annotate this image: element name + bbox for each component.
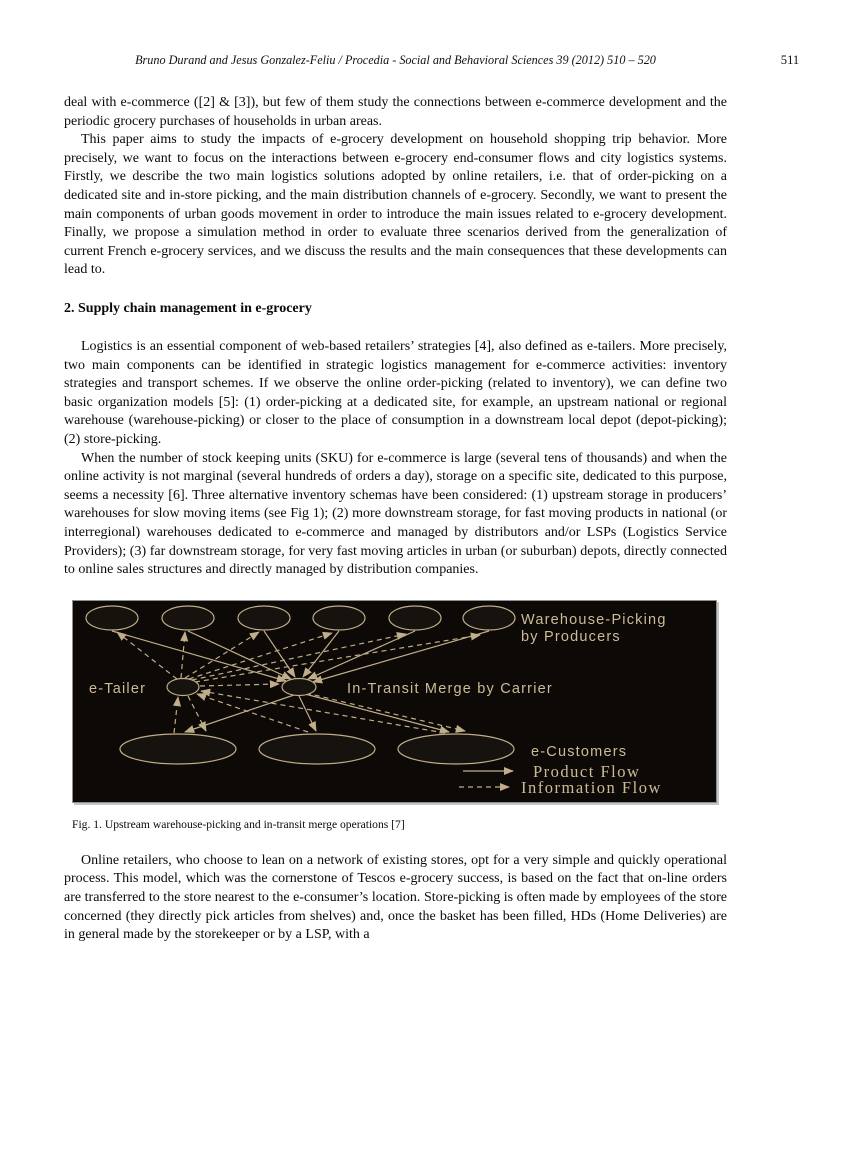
product-flow-line [188,631,291,679]
information-flow-line [306,693,465,731]
running-header [64,53,727,67]
figure-caption: Fig. 1. Upstream warehouse-picking and in-transit merge operations [7] [72,817,405,831]
producer-warehouse-node [313,606,365,630]
producer-warehouse-node [162,606,214,630]
information-flow-line [189,633,332,679]
information-flow-legend-label: Information Flow [521,777,662,797]
paragraph-continued: deal with e-commerce ([2] & [3]), but few of them study the connections between e-commerce development and the periodic grocery purchases of households in urban areas. [64,95,727,129]
producer-warehouse-node [463,606,515,630]
article-body [64,94,727,945]
information-flow-line [197,694,308,732]
paragraph-logistics: Logistics is an essential component of web-based retailers’ strategies [4], also defined as e-tailers. More precisely, two main components can be identified in strategic logistics management for e-commerce activities: inventory strategies and transport schemes. If we observe the online order-picking (related to inventory), we can define two basic organization models [5]: (1) order-picking at a dedicated site, for example, an upstream national or regional warehouse (warehouse-picking) or closer to the place of consumption in a downstream local depot (depot-picking); (2) store-picking. [64,339,727,447]
information-flow-line [200,684,279,686]
producer-warehouse-node [86,606,138,630]
figure-legend [459,762,662,797]
product-flow-line [313,631,489,682]
information-flow-lines-etailer-to-producers [117,632,480,682]
producer-warehouse-node [389,606,441,630]
figure-1-image [72,600,717,803]
warehouse-picking-label-line2: by Producers [521,628,621,645]
figure-1 [72,600,717,832]
paragraph-online-retailers: Online retailers, who choose to lean on a network of existing stores, opt for a very simple and quickly operational process. This model, which was the cornerstone of Tescos e-grocery success, is based on the fact that on-line orders are transferred to the store nearest to the e-consumer’s location. Store-picking is often made by employees of the store concerned (they directly pick articles from shelves) and, once the basket has been filled, HDs (Home Deliveries) are in general made by the storekeeper or by a LSP, with a [64,852,727,943]
information-flow-line [181,632,185,678]
page-number: 511 [780,53,800,67]
product-flow-line [303,631,339,677]
product-flow-line [299,696,316,731]
etailer-node [167,678,199,695]
information-flow-line [174,697,178,733]
information-flow-line [201,691,445,733]
information-flow-line [192,634,406,680]
customer-zone-node [120,734,236,764]
customer-zone-node [398,734,514,764]
in-transit-merge-label: In-Transit Merge by Carrier [347,680,553,697]
ecustomers-label: e-Customers [531,743,628,760]
customer-zone-node [259,734,375,764]
supply-chain-diagram [73,601,716,802]
paragraph-intro: This paper aims to study the impacts of e-grocery development on household shopping trip behavior. More precisely, we want to focus on the interactions between e-grocery end-consumer flows and city logistics systems. Firstly, we describe the two main logistics solutions adopted by online retailers, i.e. that of order-picking on a dedicated site and in-store picking, and the main distribution channels of e-grocery. Secondly, we want to present the main components of urban goods movement in order to introduce the main issues related to e-grocery development. Finally, we propose a simulation method in order to evaluate three scenarios derived from the generalization of current French e-grocery services, and we discuss the results and the main consequences that these developments can lead to. [64,132,727,278]
paragraph-sku: When the number of stock keeping units (SKU) for e-commerce is large (several tens of thousands) and when the online activity is not marginal (several hundreds of orders a day), storage on a specific site, dedicated to this purpose, seems a necessity [6]. Three alternative inventory schemas have been considered: (1) upstream storage in producers’ warehouses for slow moving items (see Fig 1); (2) more downstream storage, for fast moving products in national (or interregional) warehouses dedicated to e-commerce and managed by distributors and/or LSPs (Logistics Service Providers); (3) far downstream storage, for very fast moving articles in urban (or suburban) depots, directly connected to online sales structures and directly managed by distribution companies. [64,450,727,578]
product-flow-line [185,695,294,732]
product-flow-legend-label: Product Flow [533,761,641,781]
running-title: Bruno Durand and Jesus Gonzalez-Feliu / Procedia - Social and Behavioral Sciences 39 (2012) 510 – 520 [135,53,656,67]
merge-node [282,678,316,695]
section-heading: 2. Supply chain management in e-grocery [64,301,312,317]
warehouse-picking-label-line1: Warehouse-Picking [521,611,667,628]
etailer-label: e-Tailer [89,680,147,697]
information-flow-line [117,632,177,679]
producer-warehouse-node [238,606,290,630]
product-flow-line [308,631,415,679]
